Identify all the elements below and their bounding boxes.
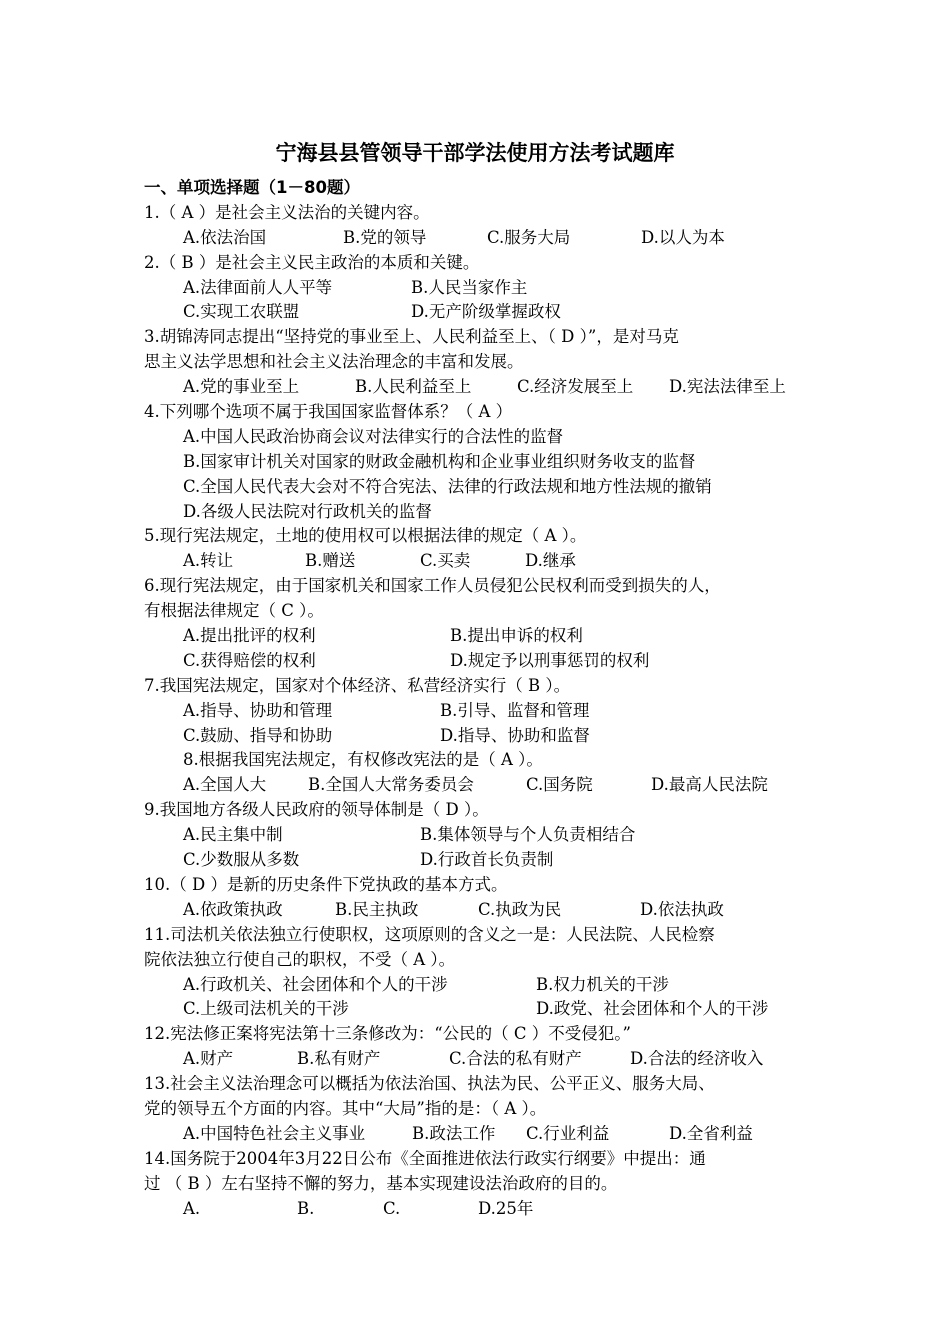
option-b: B.权力机关的干涉 xyxy=(536,974,669,994)
option-c: C.获得赔偿的权利 xyxy=(183,650,316,670)
option-b: B.国家审计机关对国家的财政金融机构和企业事业组织财务收支的监督 xyxy=(183,451,696,471)
option-row xyxy=(144,848,834,873)
option-b: B.赠送 xyxy=(305,551,356,571)
option-d: D.25年 xyxy=(478,1198,534,1218)
question-text: 8.根据我国宪法规定，有权修改宪法的是（ A ）。 xyxy=(183,750,543,770)
question-text: 6.现行宪法规定，由于国家机关和国家工作人员侵犯公民权利而受到损失的人， xyxy=(144,576,721,596)
option-a: A.民主集中制 xyxy=(183,825,283,845)
option-row xyxy=(144,300,834,325)
question-text: 7.我国宪法规定，国家对个体经济、私营经济实行（ B ）。 xyxy=(144,675,571,695)
question-text: 有根据法律规定（ C ）。 xyxy=(144,601,324,621)
option-c: C.执政为民 xyxy=(478,899,562,919)
option-b: B.提出申诉的权利 xyxy=(450,626,583,646)
option-b: B.党的领导 xyxy=(343,227,427,247)
option-c: C.合法的私有财产 xyxy=(449,1049,582,1069)
option-c: C.服务大局 xyxy=(487,227,571,247)
option-c: C.上级司法机关的干涉 xyxy=(183,999,349,1019)
option-a: A.提出批评的权利 xyxy=(183,626,316,646)
option-row xyxy=(144,549,834,574)
option-a: A.行政机关、社会团体和个人的干涉 xyxy=(183,974,448,994)
option-b: B.人民利益至上 xyxy=(355,377,472,397)
question-text: 思主义法学思想和社会主义法治理念的丰富和发展。 xyxy=(144,352,524,372)
option-d: D.指导、协助和监督 xyxy=(440,725,590,745)
option-row xyxy=(144,276,834,301)
option-row xyxy=(144,973,834,998)
option-row xyxy=(144,226,834,251)
question-body xyxy=(144,176,834,1221)
option-row xyxy=(144,1047,834,1072)
page-title: 宁海县县管领导干部学法使用方法考试题库 xyxy=(275,141,675,165)
option-a: A.依法治国 xyxy=(183,227,267,247)
option-row xyxy=(144,624,834,649)
option-d: D.宪法法律至上 xyxy=(669,377,786,397)
option-c: C.鼓励、指导和协助 xyxy=(183,725,333,745)
option-a: A.转让 xyxy=(183,551,234,571)
question-text: 14.国务院于2004年3月22日公布《全面推进依法行政实行纲要》中提出：通 xyxy=(144,1148,706,1168)
option-d: D.全省利益 xyxy=(669,1123,753,1143)
option-row xyxy=(144,699,834,724)
question-text: 3.胡锦涛同志提出“坚持党的事业至上、人民利益至上、（ D ）”，是对马克 xyxy=(144,327,679,347)
option-c: C.经济发展至上 xyxy=(517,377,634,397)
question-text: 5.现行宪法规定，土地的使用权可以根据法律的规定（ A ）。 xyxy=(144,526,587,546)
option-row xyxy=(144,649,834,674)
option-a: A.全国人大 xyxy=(183,775,267,795)
option-row xyxy=(144,997,834,1022)
option-d: D.合法的经济收入 xyxy=(630,1049,764,1069)
option-a: A.依政策执政 xyxy=(183,899,283,919)
option-d: D.依法执政 xyxy=(640,899,724,919)
option-a: A.法律面前人人平等 xyxy=(183,277,333,297)
option-a: A.中国特色社会主义事业 xyxy=(183,1123,366,1143)
option-c: C.全国人民代表大会对不符合宪法、法律的行政法规和地方性法规的撤销 xyxy=(183,476,712,496)
question-text: 院依法独立行使自己的职权，不受（ A ）。 xyxy=(144,949,456,969)
option-b: B.引导、监督和管理 xyxy=(440,700,590,720)
option-a: A.指导、协助和管理 xyxy=(183,700,333,720)
option-d: D.无产阶级掌握政权 xyxy=(411,302,561,322)
option-d: D.政党、社会团体和个人的干涉 xyxy=(536,999,769,1019)
question-text: 13.社会主义法治理念可以概括为依法治国、执法为民、公平正义、服务大局、 xyxy=(144,1074,715,1094)
option-b: B. xyxy=(297,1198,315,1218)
question-text: 9.我国地方各级人民政府的领导体制是（ D ）。 xyxy=(144,800,489,820)
option-a: A. xyxy=(183,1198,201,1218)
option-b: B.集体领导与个人负责相结合 xyxy=(420,825,636,845)
question-text: 2.（ B ）是社会主义民主政治的本质和关键。 xyxy=(144,252,480,272)
question-text: 过 （ B ）左右坚持不懈的努力，基本实现建设法治政府的目的。 xyxy=(144,1173,618,1193)
option-b: B.民主执政 xyxy=(335,899,419,919)
option-a: A.财产 xyxy=(183,1049,234,1069)
question-text: 1.（ A ）是社会主义法治的关键内容。 xyxy=(144,202,430,222)
option-b: B.全国人大常务委员会 xyxy=(308,775,474,795)
option-c: C.国务院 xyxy=(526,775,593,795)
option-row xyxy=(144,375,834,400)
option-a: A.中国人民政治协商会议对法律实行的合法性的监督 xyxy=(183,426,564,446)
option-row xyxy=(144,773,834,798)
option-a: A.党的事业至上 xyxy=(183,377,300,397)
question-text: 党的领导五个方面的内容。其中“大局”指的是：（ A ）。 xyxy=(144,1098,547,1118)
option-c: C. xyxy=(383,1198,401,1218)
option-d: D.各级人民法院对行政机关的监督 xyxy=(183,501,432,521)
option-d: D.规定予以刑事惩罚的权利 xyxy=(450,650,650,670)
option-b: B.人民当家作主 xyxy=(411,277,528,297)
option-row xyxy=(144,724,834,749)
question-text: 10.（ D ）是新的历史条件下党执政的基本方式。 xyxy=(144,874,508,894)
section-heading: 一、单项选择题（1－80题） xyxy=(144,178,360,197)
option-row xyxy=(144,823,834,848)
option-c: C.买卖 xyxy=(420,551,471,571)
option-d: D.最高人民法院 xyxy=(651,775,768,795)
option-row xyxy=(144,1122,834,1147)
option-d: D.行政首长负责制 xyxy=(420,850,554,870)
option-d: D.继承 xyxy=(525,551,576,571)
option-b: B.政法工作 xyxy=(412,1123,496,1143)
option-d: D.以人为本 xyxy=(641,227,725,247)
question-text: 4.下列哪个选项不属于我国国家监督体系？（ A ） xyxy=(144,402,513,422)
option-c: C.实现工农联盟 xyxy=(183,302,300,322)
option-row xyxy=(144,898,834,923)
question-text: 11.司法机关依法独立行使职权，这项原则的含义之一是：人民法院、人民检察 xyxy=(144,924,715,944)
question-text: 12.宪法修正案将宪法第十三条修改为：“公民的（ C ）不受侵犯。” xyxy=(144,1024,631,1044)
option-c: C.行业利益 xyxy=(526,1123,610,1143)
option-c: C.少数服从多数 xyxy=(183,850,300,870)
option-b: B.私有财产 xyxy=(297,1049,381,1069)
option-row xyxy=(144,1197,834,1222)
